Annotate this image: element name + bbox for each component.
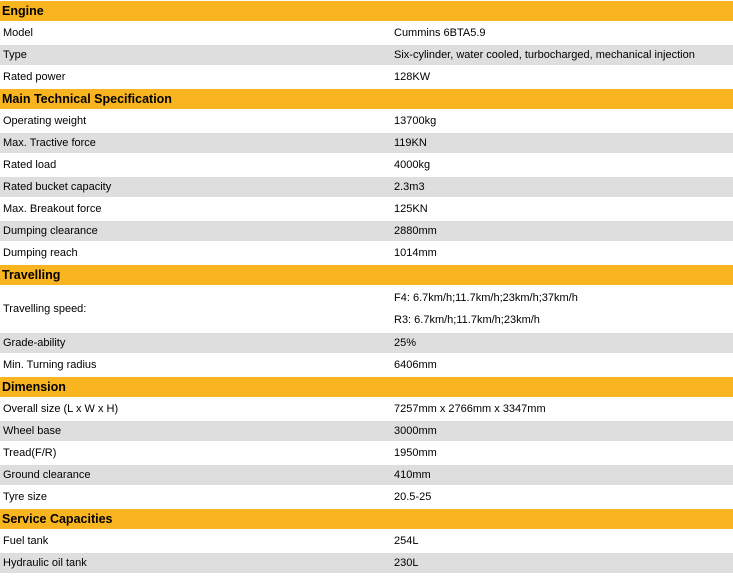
row-label: Max. Breakout force [0,199,391,219]
row-value: 2880mm [391,221,733,241]
row-label: Rated load [0,155,391,175]
row-value: 20.5-25 [391,487,733,507]
row-label: Tyre size [0,487,391,507]
table-row [0,155,733,175]
row-value [391,287,733,331]
row-label: Operating weight [0,111,391,131]
row-value: 4000kg [391,155,733,175]
section-header-travelling [0,265,733,285]
table-row [0,421,733,441]
table-row [0,23,733,43]
row-value: 254L [391,531,733,551]
row-value: 125KN [391,199,733,219]
table-row [0,221,733,241]
row-value: 128KW [391,67,733,87]
row-value: 13700kg [391,111,733,131]
table-row [0,465,733,485]
row-value: Six-cylinder, water cooled, turbocharged, mechanical injection [391,45,733,65]
section-header-main-spec [0,89,733,109]
table-row [0,487,733,507]
speed-reverse: R3: 6.7km/h;11.7km/h;23km/h [394,314,540,326]
table-row [0,531,733,551]
table-row [0,199,733,219]
row-label: Dumping clearance [0,221,391,241]
table-row [0,355,733,375]
section-title: Engine [0,1,733,21]
table-row [0,553,733,573]
row-value: Cummins 6BTA5.9 [391,23,733,43]
row-label: Ground clearance [0,465,391,485]
row-label: Dumping reach [0,243,391,263]
table-row [0,443,733,463]
table-row [0,133,733,153]
row-label: Overall size (L x W x H) [0,399,391,419]
row-value: 1950mm [391,443,733,463]
row-value: 7257mm x 2766mm x 3347mm [391,399,733,419]
row-label: Type [0,45,391,65]
row-value: 230L [391,553,733,573]
row-value: 6406mm [391,355,733,375]
row-value: 1014mm [391,243,733,263]
row-label: Grade-ability [0,333,391,353]
section-title: Service Capacities [0,509,733,529]
section-title: Main Technical Specification [0,89,733,109]
table-row [0,111,733,131]
table-row-travelling-speed [0,287,733,331]
row-label: Rated power [0,67,391,87]
row-label: Rated bucket capacity [0,177,391,197]
row-value: 3000mm [391,421,733,441]
speed-forward: F4: 6.7km/h;11.7km/h;23km/h;37km/h [394,292,578,304]
section-header-engine [0,1,733,21]
row-value: 410mm [391,465,733,485]
row-label: Hydraulic oil tank [0,553,391,573]
row-label: Min. Turning radius [0,355,391,375]
row-label: Fuel tank [0,531,391,551]
table-row [0,67,733,87]
row-label: Max. Tractive force [0,133,391,153]
row-label: Travelling speed: [0,287,391,331]
section-header-dimension [0,377,733,397]
row-value: 25% [391,333,733,353]
row-label: Tread(F/R) [0,443,391,463]
table-row [0,45,733,65]
row-value: 2.3m3 [391,177,733,197]
table-row [0,243,733,263]
row-label: Model [0,23,391,43]
section-title: Travelling [0,265,733,285]
row-label: Wheel base [0,421,391,441]
table-row [0,333,733,353]
table-row [0,177,733,197]
section-header-service-capacities [0,509,733,529]
table-row [0,399,733,419]
row-value: 119KN [391,133,733,153]
section-title: Dimension [0,377,733,397]
